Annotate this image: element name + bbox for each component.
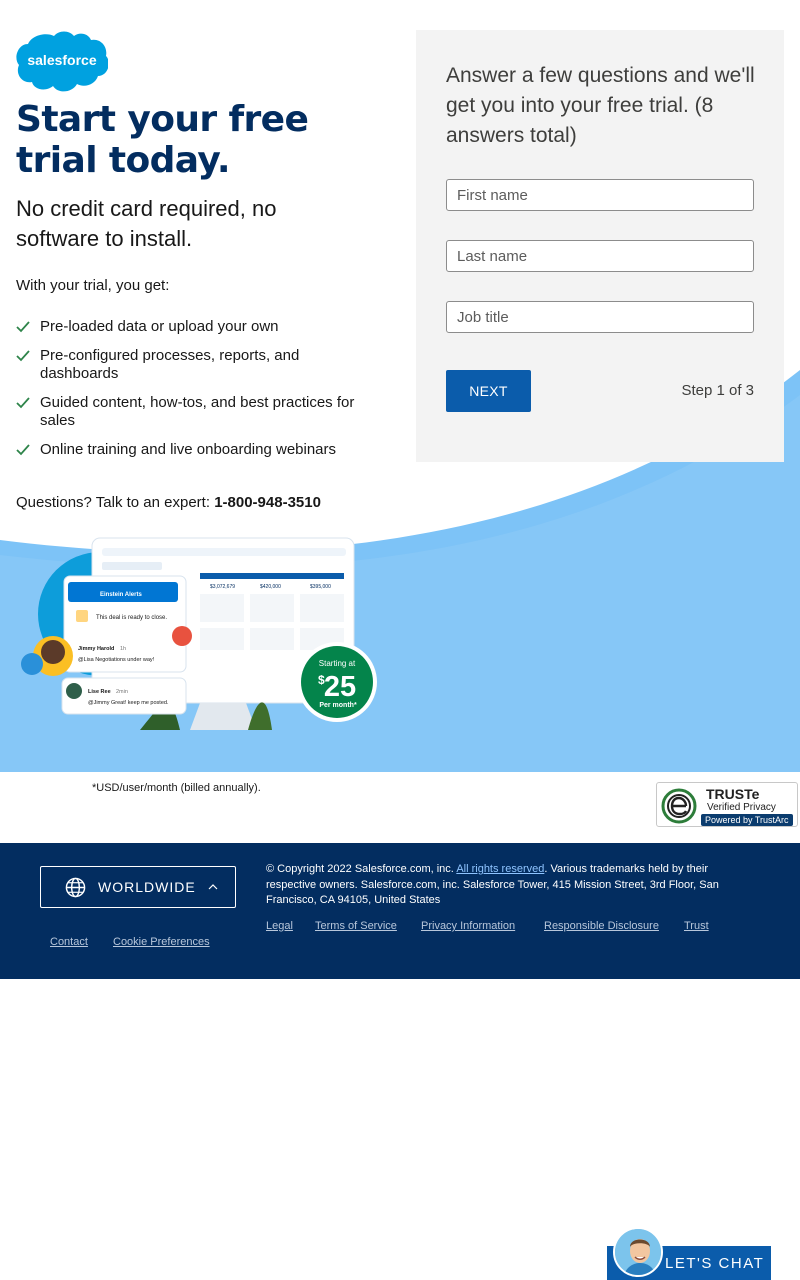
benefit-item	[16, 318, 366, 336]
user-time: 2min	[116, 689, 128, 695]
site-footer	[0, 843, 800, 979]
benefit-text: Guided content, how-tos, and best practices for sales	[40, 394, 355, 429]
chat-button[interactable]: LET'S CHAT	[607, 1246, 771, 1280]
truste-title: TRUSTe	[706, 786, 760, 802]
signup-form-card	[416, 30, 784, 462]
footer-link-privacy[interactable]: Privacy Information	[421, 920, 516, 932]
truste-badge[interactable]	[656, 782, 798, 827]
price-value: 25	[323, 671, 357, 703]
checkmark-icon	[16, 350, 30, 362]
product-illustration	[20, 536, 380, 736]
footer-link-trust[interactable]: Trust	[684, 920, 709, 932]
region-selector-button[interactable]	[40, 866, 236, 908]
benefits-intro: With your trial, you get:	[16, 277, 170, 294]
price-prefix: Starting at	[318, 659, 356, 668]
price-currency: $	[318, 673, 325, 687]
column-value: $395,000	[310, 584, 331, 590]
footer-link-legal[interactable]: Legal	[266, 920, 293, 932]
price-suffix: Per month*	[319, 702, 357, 709]
user-name: Lise Ree	[88, 689, 111, 695]
user-time: 1h	[120, 646, 127, 652]
chat-agent-avatar[interactable]	[613, 1227, 663, 1277]
truste-seal-icon	[661, 788, 697, 824]
expert-contact	[16, 494, 321, 512]
truste-powered: Powered by TrustArc	[701, 814, 793, 826]
next-button[interactable]: NEXT	[446, 370, 531, 412]
checkmark-icon	[16, 321, 30, 333]
price-footnote: *USD/user/month (billed annually).	[92, 782, 261, 794]
last-name-field[interactable]	[446, 240, 754, 272]
column-value: $3,072,679	[210, 584, 236, 590]
user-message: @Lisa Negotiations under way!	[78, 657, 155, 663]
phone-number-link[interactable]: 1-800-948-3510	[214, 494, 321, 511]
footer-link-disclosure[interactable]: Responsible Disclosure	[544, 920, 659, 932]
region-label: WORLDWIDE	[98, 879, 196, 895]
rights-link[interactable]: All rights reserved	[456, 863, 545, 875]
copyright-suffix: . Various trademarks held by their respective owners. Salesforce.com, inc. Salesforce Tower, 415 Mission Street, 3rd Floor, San Francisco, CA 94105, United States	[266, 863, 719, 906]
benefit-text: Online training and live onboarding webinars	[40, 441, 337, 458]
alert-text: This deal is ready to close.	[96, 615, 168, 621]
subheading: No credit card required, no software to install.	[16, 196, 277, 251]
benefit-text: Pre-loaded data or upload your own	[40, 318, 279, 335]
footer-link-terms[interactable]: Terms of Service	[315, 920, 397, 932]
alert-title: Einstein Alerts	[100, 592, 142, 598]
page-title: Start your free trial today.	[16, 99, 309, 181]
checkmark-icon	[16, 444, 30, 456]
globe-icon	[65, 877, 86, 898]
questions-label: Questions? Talk to an expert:	[16, 494, 211, 511]
benefit-item	[16, 394, 366, 430]
benefit-item	[16, 441, 366, 459]
benefits-list	[16, 318, 366, 470]
truste-subtitle: Verified Privacy	[707, 802, 776, 813]
user-name: Jimmy Harold	[78, 646, 115, 652]
footer-link-contact[interactable]: Contact	[50, 936, 88, 948]
benefit-item	[16, 347, 366, 383]
copyright-prefix: © Copyright 2022 Salesforce.com, inc.	[266, 863, 454, 875]
user-message: @Jimmy Great! keep me posted.	[88, 700, 169, 706]
salesforce-logo[interactable]	[16, 30, 108, 94]
copyright-text	[266, 862, 746, 909]
benefit-text: Pre-configured processes, reports, and dashboards	[40, 347, 300, 382]
logo-text: salesforce	[27, 52, 97, 68]
first-name-field[interactable]	[446, 179, 754, 211]
footer-link-cookie-preferences[interactable]: Cookie Preferences	[113, 936, 210, 948]
step-indicator: Step 1 of 3	[681, 382, 754, 399]
job-title-field[interactable]	[446, 301, 754, 333]
form-heading: Answer a few questions and we'll get you into your free trial. (8 answers total)	[446, 64, 755, 147]
chevron-up-icon	[208, 884, 218, 890]
checkmark-icon	[16, 397, 30, 409]
column-value: $420,000	[260, 584, 281, 590]
